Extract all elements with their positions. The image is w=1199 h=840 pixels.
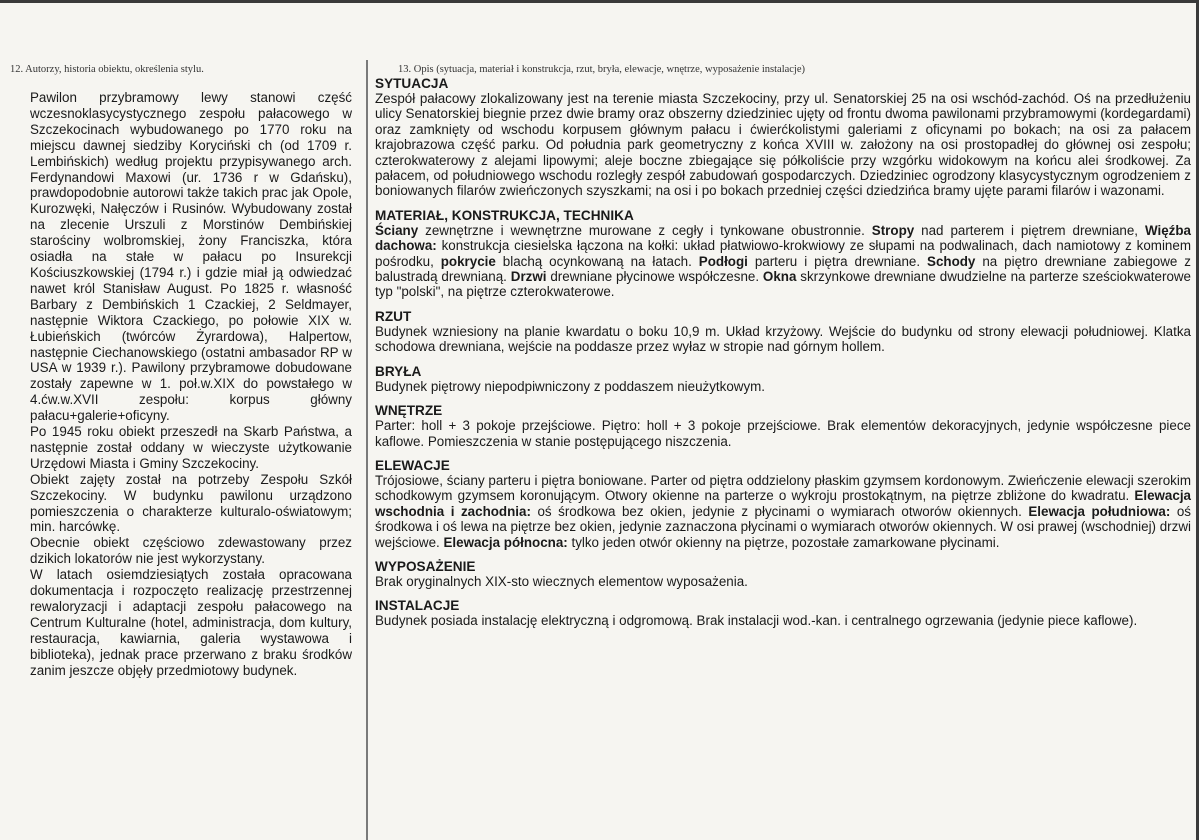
history-paragraph: W latach osiemdziesiątych została opracowana dokumentacja i rozpoczęto realizację przestrzennej rewaloryzacji i adaptacji zespołu pałacowego na Centrum Kulturalne (hotel, administracja, dom kultury, restauracja, kawiarnia, galeria wystawowa i biblioteka), jednak prace przerwano z braku środków zanim jeszcze objęły przedmiotowy budynek. bbox=[30, 567, 352, 678]
section-text bbox=[375, 223, 1191, 300]
bold-term: pokrycie bbox=[440, 253, 496, 269]
section-title: INSTALACJE bbox=[375, 598, 460, 614]
bold-term: Schody bbox=[927, 253, 976, 269]
right-column-header: 13. Opis (sytuacja, materiał i konstrukcja, rzut, bryła, elewacje, wnętrze, wyposażenie instalacje) bbox=[398, 64, 806, 75]
bold-term: Drzwi bbox=[510, 269, 547, 285]
bold-term: Elewacja wschodnia i zachodnia: bbox=[375, 488, 1191, 519]
history-paragraph: Po 1945 roku obiekt przeszedł na Skarb Państwa, a następnie został oddany w wieczyste użytkowanie Urzędowi Miasta i Gminy Szczekociny. bbox=[30, 424, 352, 471]
left-column-header: 12. Autorzy, historia obiektu, określenia stylu. bbox=[10, 64, 204, 75]
text-run: oś środkowa bez okien, jedynie z płycinami o wymiarach otworów okiennych. bbox=[530, 503, 1029, 519]
text-run: blachą ocynkowaną na łatach. bbox=[495, 253, 699, 269]
section-rzut bbox=[375, 309, 1191, 355]
bold-term: Ściany bbox=[375, 222, 419, 238]
column-divider bbox=[366, 60, 368, 840]
section-title: SYTUACJA bbox=[375, 76, 449, 91]
text-run: nad parterem i piętrem drewniane, bbox=[914, 222, 1145, 238]
section-text: Budynek posiada instalację elektryczną i odgromową. Brak instalacji wod.-kan. i centralnego ogrzewania (jedynie piece kaflowe). bbox=[375, 613, 1138, 629]
section-elewacje bbox=[375, 458, 1191, 550]
section-title: MATERIAŁ, KONSTRUKCJA, TECHNIKA bbox=[375, 207, 634, 223]
section-wnetrze bbox=[375, 403, 1191, 449]
text-run: drewniane płycinowe współczesne. bbox=[546, 269, 763, 285]
text-run: na piętro drewniane zabiegowe z balustradą drewnianą. bbox=[375, 253, 1191, 285]
text-run: konstrukcja ciesielska łączona na kołki: układ płatwiowo-krokwiowy ze słupami na podwalinach, dach namiotowy z kominem pośrodku, bbox=[375, 238, 1191, 269]
bold-term: Stropy bbox=[871, 222, 915, 238]
history-paragraph: Obiekt zajęty został na potrzeby Zespołu Szkół Szczekociny. W budynku pawilonu urządzono pomieszczenia o charakterze kulturalo-oświatowym; min. harcówkę. bbox=[30, 471, 352, 535]
text-run: skrzynkowe drewniane dwudzielne na parterze sześciokwaterowe typ "polski", na piętrze czterokwaterowe. bbox=[375, 269, 1192, 300]
history-paragraph: Pawilon przybramowy lewy stanowi część wczesnoklasycystycznego zespołu pałacowego w Szczekocinach wybudowanego po 1770 roku na miejscu dawnej siedziby Koryciński ch (od 1709 r. Lembińskich) według projektu przypisywanego arch. Ferdynandowi Maxowi (ur. 1736 r w Gdańsku), prawdopodobnie autorowi także takich prac jak Opole, Kurozwęki, Nałęczów i Rusinów. Wybudowany został na zlecenie Urszuli z Morstinów Dembińskiej starościny wolbromskiej, żony Franciszka, która osiadła na stałe w pałacu po Insurekcji Kościuszkowskiej (1794 r.) i gdzie miał ją odwiedzać nawet król Stanisław August. Po 1825 r. własność Barbary z Dembińskich 1 Czackiej, 2 Seldmayer, następnie Wiktora Czackiego, po połowie XIX w. Łubieńskich (twórców Żyrardowa), Halpertow, następnie Ciechanowskiego (ostatni ambasador RP w USA w 1939 r.). Pawilony przybramowe dobudowane zostały zapewne w 1. poł.w.XIX do powstałego w 4.ćw.w.XVII zespołu: korpus główny pałacu+galerie+oficyny. bbox=[30, 90, 352, 424]
bold-term: Okna bbox=[762, 269, 797, 285]
section-wyposazenie bbox=[375, 559, 1191, 589]
history-paragraph: Obecnie obiekt częściowo zdewastowany przez dzikich lokatorów nie jest wykorzystany. bbox=[30, 535, 352, 567]
top-border bbox=[0, 0, 1199, 3]
bold-term: Elewacja północna: bbox=[443, 534, 568, 550]
section-title: WNĘTRZE bbox=[375, 403, 443, 419]
section-title: ELEWACJE bbox=[375, 457, 450, 473]
section-text: Parter: holl + 3 pokoje przejściowe. Piętro: holl + 3 pokoje przejściowe. Brak elementów dekoracyjnych, jedynie współczesne piece kaflowe. Pomieszczenia w stanie postępującego niszczenia. bbox=[375, 418, 1191, 449]
section-title: BRYŁA bbox=[375, 363, 422, 379]
section-text: Zespół pałacowy zlokalizowany jest na terenie miasta Szczekociny, przy ul. Senatorskiej 25 na osi wschód-zachód. Oś na przedłużeniu ulicy Senatorskiej biegnie przez dwie bramy oraz obszerny dziedziniec ujęty od frontu dwoma pawilonami przybramowymi (kordegardami) oraz zamknięty od wschodu korpusem głównym pałacu i ćwierćkolistymi galeriami z oficynami po bokach; na osi za pałacem krajobrazowa część parku. Od południa park geometryczny z końca XVIII w. założony na osi prostopadłej do głównej osi zespołu; czterokwaterowy z alejami lipowymi; aleje boczne zbiegające się półkoliście przy wzgórku widokowym na końcu alei środkowej. Za pałacem, od południowego wschodu rozległy zespół zabudowań gospodarczych. Dziedziniec ogrodzony klasycystycznym ogrodzeniem z boniowanych filarów zwieńczonych szyszkami; na osi i po bokach przedniej części dziedzińca bramy ujęte parami filarów i wazonami. bbox=[375, 91, 1191, 199]
section-text: Budynek wzniesiony na planie kwardatu o boku 10,9 m. Układ krzyżowy. Wejście do budynku od strony elewacji południowej. Klatka schodowa drewniana, wejście na poddasze przez wyłaz w stropie nad górnym hollem. bbox=[375, 323, 1191, 355]
section-material bbox=[375, 208, 1191, 300]
section-sytuacja bbox=[375, 76, 1191, 199]
text-run: parteru i piętra drewniane. bbox=[747, 253, 928, 269]
bold-term: Elewacja południowa: bbox=[1028, 503, 1171, 519]
text-run: oś środkowa i oś lewa na piętrze bez okien, jedynie zaznaczona płycinami o wymiarach otworów okiennych. W osi prawej (wschodniej) drzwi wejściowe. bbox=[375, 503, 1191, 550]
description-column bbox=[375, 76, 1191, 638]
bold-term: Więźba dachowa: bbox=[375, 222, 1191, 254]
section-instalacje bbox=[375, 598, 1191, 628]
text-run: Trójosiowe, ściany parteru i piętra boniowane. Parter od piętra oddzielony płaskim gzymsem kordonowym. Zwieńczenie elewacji szerokim schodkowym gzymsem koronującym. Otwory okienne na parterze o wykroju prostokątnym, na piętrze zbliżone do kwadratu. bbox=[375, 472, 1191, 504]
history-column bbox=[30, 90, 352, 679]
section-title: WYPOSAŻENIE bbox=[375, 558, 476, 574]
text-run: tylko jeden otwór okienny na piętrze, pozostałe zamarkowane płycinami. bbox=[567, 534, 1000, 550]
section-title: RZUT bbox=[375, 308, 412, 324]
section-text: Budynek piętrowy niepodpiwniczony z poddaszem nieużytkowym. bbox=[375, 378, 766, 394]
section-bryla bbox=[375, 364, 1191, 394]
text-run: zewnętrzne i wewnętrzne murowane z cegły i tynkowane obustronnie. bbox=[418, 222, 872, 238]
bold-term: Podłogi bbox=[698, 253, 748, 269]
section-text: Brak oryginalnych XIX-sto wiecznych elementow wyposażenia. bbox=[375, 573, 748, 589]
section-text bbox=[375, 473, 1191, 550]
